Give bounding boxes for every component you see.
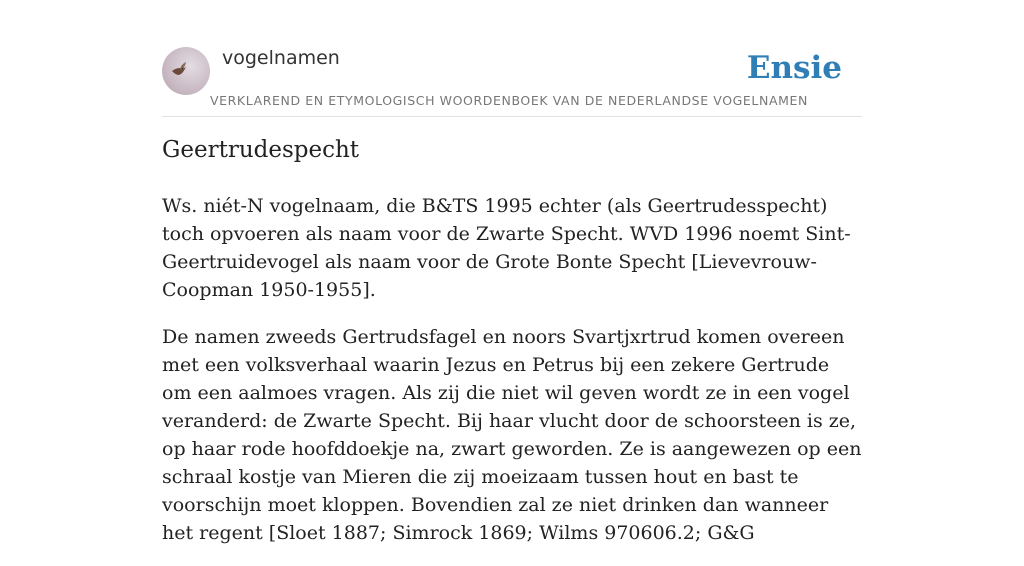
- article-paragraph: De namen zweeds Gertrudsfagel en noors Svartjxrtrud komen overeen met een volksverhaal waarin Jezus en Petrus bij een zekere Gertrude om een aalmoes vragen. Als zij die niet wil geven wordt ze in een vogel veranderd: de Zwarte Specht. Bij haar vlucht door de schoorsteen is ze, op haar rode hoofddoekje na, zwart geworden. Ze is aangewezen op een schraal kostje van Mieren die zij moeizaam tussen hout en bast te voorschijn moet kloppen. Bovendien zal ze niet drinken dan wanneer het regent [Sloet 1887; Simrock 1869; Wilms 970606.2; G&G: [162, 326, 862, 544]
- bird-icon: [162, 47, 210, 95]
- site-subtitle: VERKLAREND EN ETYMOLOGISCH WOORDENBOEK VAN DE NEDERLANDSE VOGELNAMEN: [210, 93, 808, 108]
- article-paragraph: Ws. niét-N vogelnaam, die B&TS 1995 echter (als Geertrudesspecht) toch opvoeren als naam voor de Zwarte Specht. WVD 1996 noemt Sint-Geertruidevogel als naam voor de Grote Bonte Specht [Lievevrouw-Coopman 1950-1955].: [162, 195, 851, 301]
- site-name[interactable]: vogelnamen: [222, 47, 340, 69]
- avatar[interactable]: [162, 47, 210, 95]
- article-body: [162, 192, 864, 566]
- page-title: Geertrudespecht: [162, 137, 360, 163]
- brand-logo[interactable]: Ensie: [746, 50, 842, 86]
- site-header: [162, 40, 862, 117]
